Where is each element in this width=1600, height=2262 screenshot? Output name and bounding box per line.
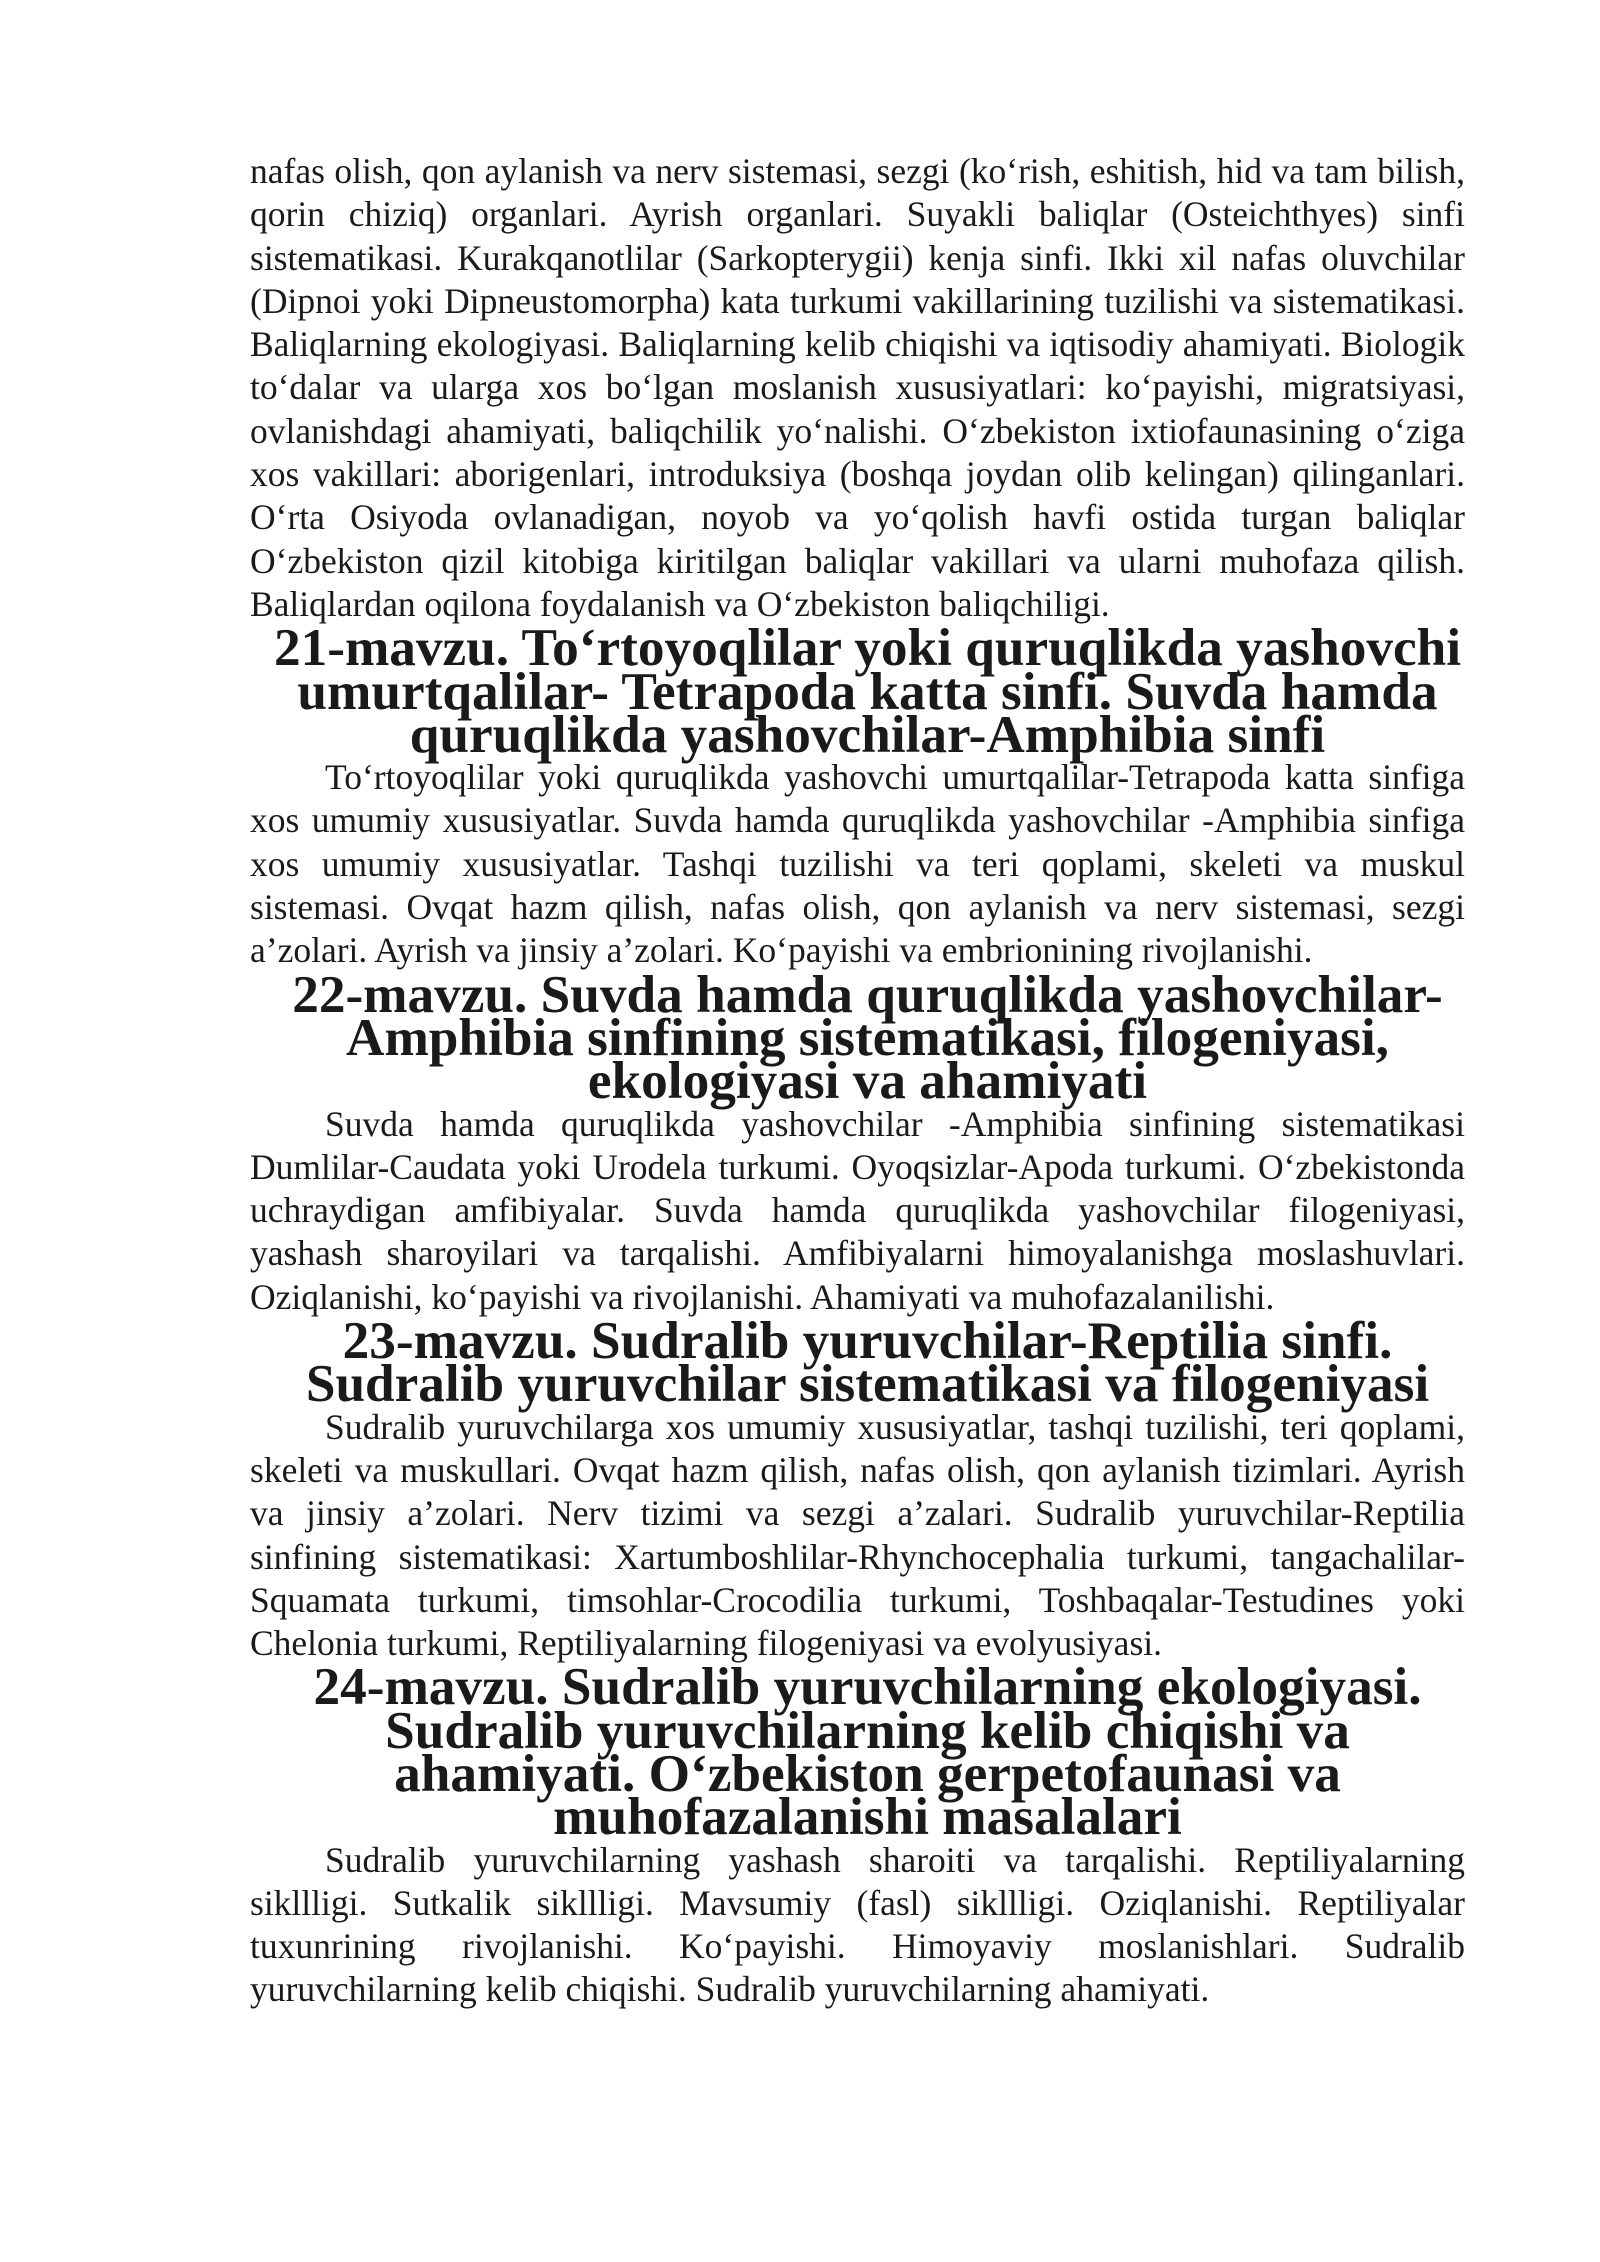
- section-heading-23: 23-mavzu. Sudralib yuruvchilar-Reptilia sinfi. Sudralib yuruvchilar sistematikasi va filogeniyasi: [305, 1311, 1430, 1414]
- section-heading-22: 22-mavzu. Suvda hamda quruqlikda yashovchilar-Amphibia sinfining sistematikasi, filogeniyasi, ekologiyasi va ahamiyati: [292, 964, 1443, 1111]
- section-heading-21: 21-mavzu. To‘rtoyoqlilar yoki quruqlikda yashovchi umurtqalilar- Tetrapoda katta sinfi. Suvda hamda quruqlikda yashovchilar-Amphibia sinfi: [273, 618, 1462, 764]
- section-body-24: Sudralib yuruvchilarning yashash sharoiti va tarqalishi. Reptiliyalarning sikllligi. Sutkalik sikllligi. Mavsumiy (fasl) sikllligi. Oziqlanishi. Reptiliyalar tuxunrining rivojlanishi. Ko‘payishi. Himoyaviy moslanishlari. Sudralib yuruvchilarning kelib chiqishi. Sudralib yuruvchilarning ahamiyati.: [250, 1839, 1465, 2010]
- section-body-23: Sudralib yuruvchilarga xos umumiy xususiyatlar, tashqi tuzilishi, teri qoplami, skeleti va muskullari. Ovqat hazm qilish, nafas olish, qon aylanish tizimlari. Ayrish va jinsiy a’zolari. Nerv tizimi va sezgi a’zalari. Sudralib yuruvchilar-Reptilia sinfining sistematikasi: Xartumboshlilar-Rhynchocephalia turkumi, tangachalilar-Squamata turkumi, timsohlar-Crocodilia turkumi, Toshbaqalar-Testudines yoki Chelonia turkumi, Reptiliyalarning filogeniyasi va evolyusiyasi.: [250, 1406, 1465, 1664]
- section-body-21: To‘rtoyoqlilar yoki quruqlikda yashovchi umurtqalilar-Tetrapoda katta sinfiga xos umumiy xususiyatlar. Suvda hamda quruqlikda yashovchilar -Amphibia sinfiga xos umumiy xususiyatlar. Tashqi tuzilishi va teri qoplami, skeleti va muskul sistemasi. Ovqat hazm qilish, nafas olish, qon aylanish va nerv sistemasi, sezgi a’zolari. Ayrish va jinsiy a’zolari. Ko‘payishi va embrionining rivojlanishi.: [250, 757, 1465, 971]
- continued-paragraph: nafas olish, qon aylanish va nerv sistemasi, sezgi (ko‘rish, eshitish, hid va tam bilish, qorin chiziq) organlari. Ayrish organlari. Suyakli baliqlar (Osteichthyes) sinfi sistematikasi. Kurakqanotlilar (Sarkopterygii) kenja sinfi. Ikki xil nafas oluvchilar (Dipnoi yoki Dipneustomorpha) kata turkumi vakillarining tuzilishi va sistematikasi. Baliqlarning ekologiyasi. Baliqlarning kelib chiqishi va iqtisodiy ahamiyati. Biologik to‘dalar va ularga xos bo‘lgan moslanish xususiyatlari: ko‘payishi, migratsiyasi, ovlanishdagi ahamiyati, baliqchilik yo‘nalishi. O‘zbekiston ixtiofaunasining o‘ziga xos vakillari: aborigenlari, introduksiya (boshqa joydan olib kelingan) qilinganlari. O‘rta Osiyoda ovlanadigan, noyob va yo‘qolish havfi ostida turgan baliqlar O‘zbekiston qizil kitobiga kiritilgan baliqlar vakillari va ularni muhofaza qilish. Baliqlardan oqilona foydalanish va O‘zbekiston baliqchiligi.: [250, 151, 1465, 624]
- section-heading-24: 24-mavzu. Sudralib yuruvchilarning ekologiyasi. Sudralib yuruvchilarning kelib chiqishi va ahamiyati. O‘zbekiston gerpetofaunasi va muhofazalanishi masalalari: [313, 1657, 1422, 1847]
- document-page: [250, 150, 1465, 2012]
- section-body-22: Suvda hamda quruqlikda yashovchilar -Amphibia sinfining sistematikasi Dumlilar-Caudata yoki Urodela turkumi. Oyoqsizlar-Apoda turkumi. O‘zbekistonda uchraydigan amfibiyalar. Suvda hamda quruqlikda yashovchilar filogeniyasi, yashash sharoyilari va tarqalishi. Amfibiyalarni himoyalanishga moslashuvlari. Oziqlanishi, ko‘payishi va rivojlanishi. Ahamiyati va muhofazalanilishi.: [250, 1103, 1465, 1317]
